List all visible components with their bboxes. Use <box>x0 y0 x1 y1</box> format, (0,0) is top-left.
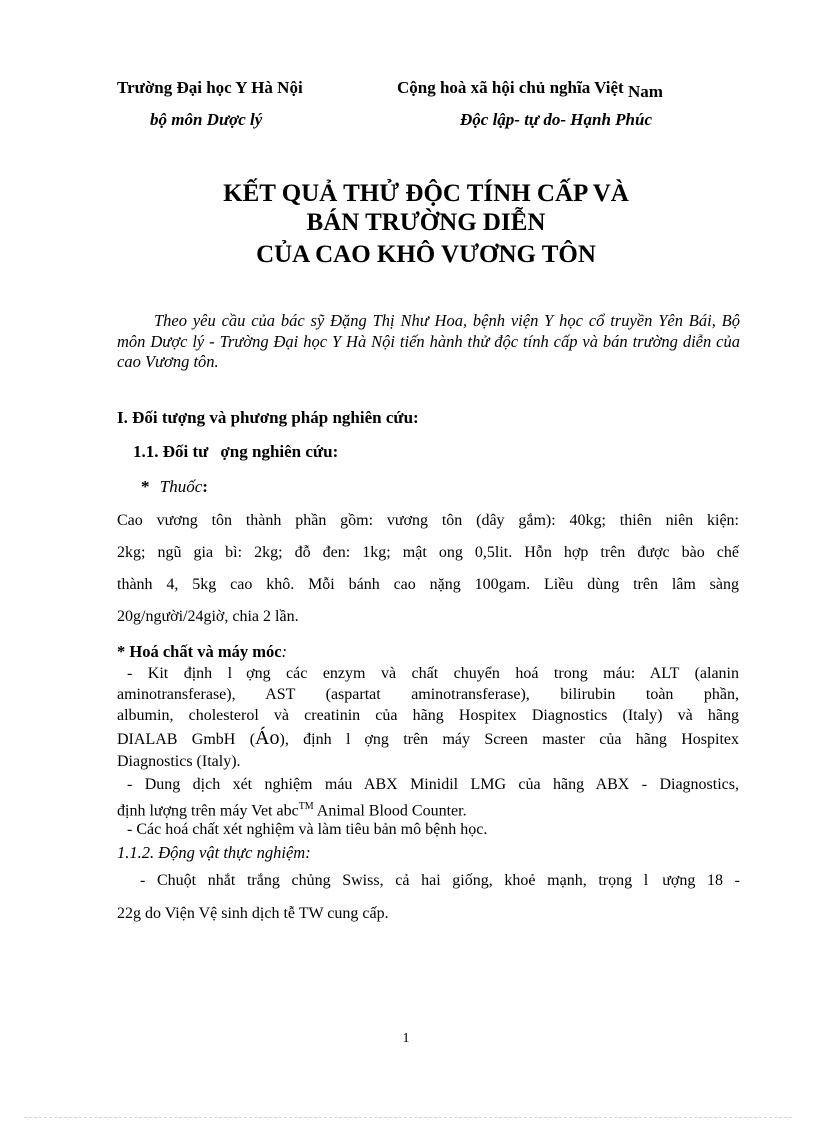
page-number: 1 <box>402 1031 410 1046</box>
drug-line-1: Cao vương tôn thành phần gồm: vương tôn (dây gắm): 40kg; thiên niên kiện: <box>117 512 739 529</box>
chem-item-1-line-4 <box>117 729 739 749</box>
drug-label-text: Thuốc <box>159 477 203 496</box>
chem-item-2-line-1: - Dung dịch xét nghiệm máu ABX Minidil LMG của hãng ABX - Diagnostics, <box>127 776 739 793</box>
section-heading: I. Đối tượng và phương pháp nghiên cứu: <box>117 408 419 427</box>
chem-item-1-line-4a: DIALAB GmbH ( <box>117 731 256 748</box>
document-title-line-3: CỦA CAO KHÔ VƯƠNG TÔN <box>256 241 596 268</box>
page-bottom-edge <box>24 1117 792 1118</box>
chem-item-1-line-1b: ợng các enzym và chất chuyển hoá trong máu: ALT (alanin <box>246 665 739 682</box>
country-name-main: Cộng hoà xã hội chủ nghĩa Việt <box>397 78 624 97</box>
chem-item-3: - Các hoá chất xét nghiệm và làm tiêu bản mô bệnh học. <box>127 821 488 838</box>
national-motto: Độc lập- tự do- Hạnh Phúc <box>460 110 652 129</box>
subsection-heading-b: ợng nghiên cứu: <box>220 442 339 461</box>
animal-line-1b: ượng 18 - <box>662 872 740 889</box>
animal-line-1a: - Chuột nhắt trắng chủng Swiss, cả hai giống, khoẻ mạnh, trọng l <box>140 872 649 889</box>
chem-item-1-line-1a: - Kit định l <box>127 665 233 682</box>
chem-item-1-line-4d: ợng trên máy Screen master của hãng Hospitex <box>364 731 740 748</box>
country-name-tail: Nam <box>627 82 663 101</box>
chemicals-heading-colon: : <box>281 642 288 661</box>
drug-line-2: 2kg; ngũ gia bì: 2kg; đỗ đen: 1kg; mật ong 0,5lit. Hỗn hợp trên được bào chế <box>117 544 739 561</box>
chem-item-1-line-4b: Áo <box>255 727 280 749</box>
chem-item-1-line-1 <box>127 664 739 683</box>
school-name: Trường Đại học Y Hà Nội <box>117 78 303 97</box>
animal-line-2: 22g do Viện Vệ sinh dịch tễ TW cung cấp. <box>117 905 389 922</box>
country-name <box>397 78 663 101</box>
drug-line-4: 20g/người/24giờ, chia 2 lần. <box>117 608 299 625</box>
chem-item-1-line-4c: ), định l <box>279 731 351 748</box>
animal-heading <box>117 843 311 863</box>
drug-star: * <box>141 477 150 496</box>
chemicals-heading-text: * Hoá chất và máy móc <box>117 642 282 661</box>
chemicals-heading <box>117 642 287 662</box>
chem-item-2-line-2 <box>117 797 739 820</box>
trademark-sup: TM <box>298 801 314 812</box>
chem-item-1-line-2: aminotransferase), AST (aspartat aminotransferase), bilirubin toàn phần, <box>117 686 739 703</box>
department-name: bộ môn Dược lý <box>150 110 263 129</box>
animal-line-1 <box>140 872 740 890</box>
drug-label-colon: : <box>202 477 208 496</box>
drug-line-3: thành 4, 5kg cao khô. Mỗi bánh cao nặng 100gam. Liều dùng trên lâm sàng <box>117 576 739 593</box>
document-title-line-1: KẾT QUẢ THỬ ĐỘC TÍNH CẤP VÀ <box>223 180 629 207</box>
chem-item-1-line-5: Diagnostics (Italy). <box>117 753 241 770</box>
chem-item-1-line-3: albumin, cholesterol và creatinin của hãng Hospitex Diagnostics (Italy) và hãng <box>117 707 739 724</box>
subsection-heading <box>133 442 338 462</box>
subsection-heading-a: 1.1. Đối tư <box>133 442 209 461</box>
intro-paragraph: Theo yêu cầu của bác sỹ Đặng Thị Như Hoa, bệnh viện Y học cổ truyền Yên Bái, Bộ môn Dược lý - Trường Đại học Y Hà Nội tiến hành thử độc tính cấp và bán trường diễn của cao Vương tôn. <box>117 311 740 371</box>
chem-item-2-line-2a: định lượng trên máy Vet abc <box>117 802 299 820</box>
drug-label <box>141 477 208 497</box>
chem-item-2-line-2b: Animal Blood Counter. <box>313 802 467 820</box>
animal-heading-text: 1.1.2. Động vật thực nghiệm <box>117 843 306 862</box>
animal-heading-colon: : <box>305 843 311 862</box>
document-title-line-2: BÁN TRƯỜNG DIỄN <box>306 209 546 236</box>
